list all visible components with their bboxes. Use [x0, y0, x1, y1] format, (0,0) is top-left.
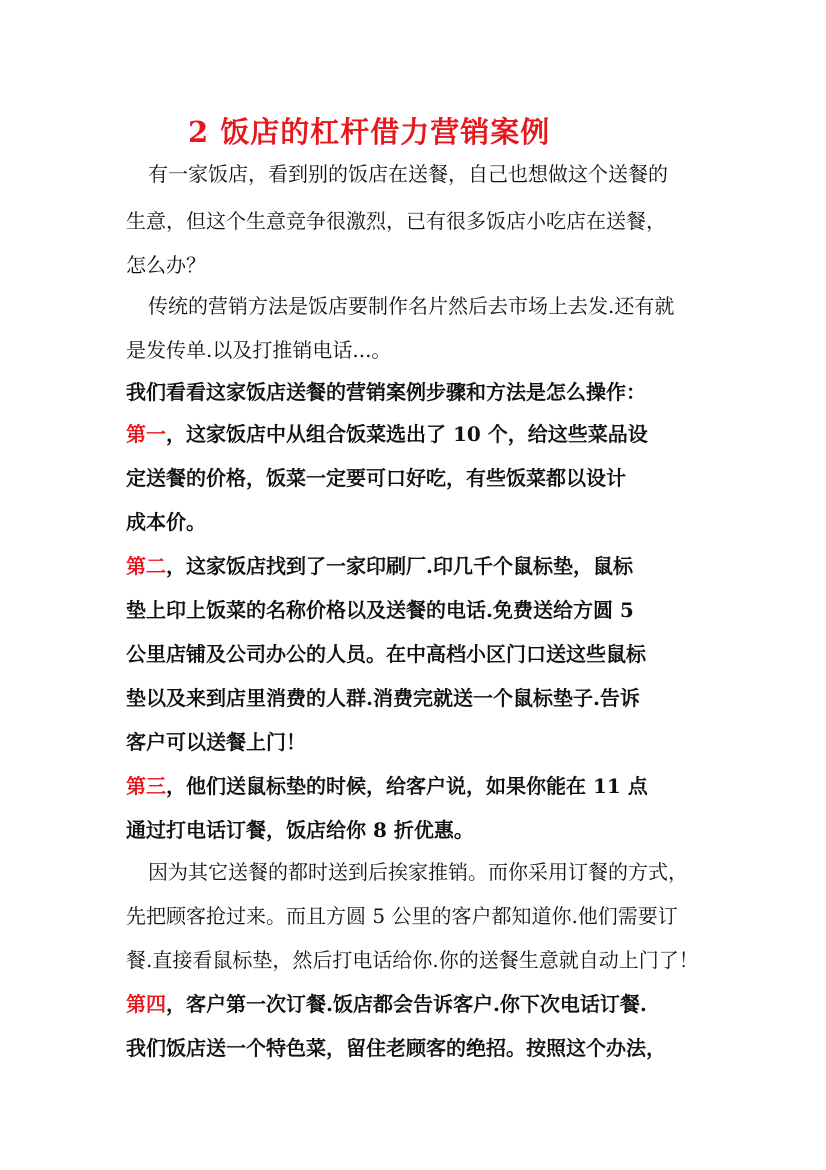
paragraph-1-line-3: 怎么办？ [126, 253, 206, 277]
paragraph-3-line-2: 先把顾客抢过来。而且方圆 5 公里的客户都知道你.他们需要订 [126, 904, 678, 928]
step-2-text-1: ，这家饭店找到了一家印刷厂.印几千个鼠标垫，鼠标 [166, 554, 633, 578]
step-2-label: 第二 [126, 554, 166, 578]
step-1-line-1 [126, 420, 648, 448]
step-2-line-1 [126, 552, 633, 580]
step-2-line-4: 垫以及来到店里消费的人群.消费完就送一个鼠标垫子.告诉 [126, 686, 640, 710]
step-1-label: 第一 [126, 422, 166, 446]
step-3-text-1: ，他们送鼠标垫的时候，给客户说，如果你能在 11 点 [166, 774, 648, 798]
step-4-line-1 [126, 990, 647, 1018]
paragraph-1-line-1: 有一家饭店，看到别的饭店在送餐，自己也想做这个送餐的 [148, 162, 668, 186]
step-1-line-3: 成本价。 [126, 510, 206, 534]
step-4-label: 第四 [126, 992, 166, 1016]
step-4-line-2: 我们饭店送一个特色菜，留住老顾客的绝招。按照这个办法， [126, 1036, 666, 1060]
step-3-line-2: 通过打电话订餐，饭店给你 8 折优惠。 [126, 818, 474, 842]
paragraph-2-line-1: 传统的营销方法是饭店要制作名片然后去市场上去发.还有就 [148, 294, 675, 318]
document-title: 2 饭店的杠杆借力营销案例 [188, 115, 551, 149]
step-1-text-1: ，这家饭店中从组合饭菜选出了 10 个，给这些菜品设 [166, 422, 648, 446]
step-3-label: 第三 [126, 774, 166, 798]
paragraph-1-line-2: 生意，但这个生意竞争很激烈，已有很多饭店小吃店在送餐， [126, 209, 666, 233]
step-2-line-3: 公里店铺及公司办公的人员。在中高档小区门口送这些鼠标 [126, 642, 646, 666]
paragraph-2-line-2: 是发传单.以及打推销电话...。 [126, 338, 392, 362]
step-3-line-1 [126, 772, 648, 800]
step-2-line-5: 客户可以送餐上门！ [126, 730, 306, 754]
steps-heading: 我们看看这家饭店送餐的营销案例步骤和方法是怎么操作： [126, 380, 646, 404]
step-4-text-1: ，客户第一次订餐.饭店都会告诉客户.你下次电话订餐. [166, 992, 647, 1016]
step-1-line-2: 定送餐的价格，饭菜一定要可口好吃，有些饭菜都以设计 [126, 466, 626, 490]
paragraph-3-line-1: 因为其它送餐的都时送到后挨家推销。而你采用订餐的方式， [148, 860, 688, 884]
step-2-line-2: 垫上印上饭菜的名称价格以及送餐的电话.免费送给方圆 5 [126, 598, 634, 622]
paragraph-3-line-3: 餐.直接看鼠标垫，然后打电话给你.你的送餐生意就自动上门了！ [126, 948, 699, 972]
